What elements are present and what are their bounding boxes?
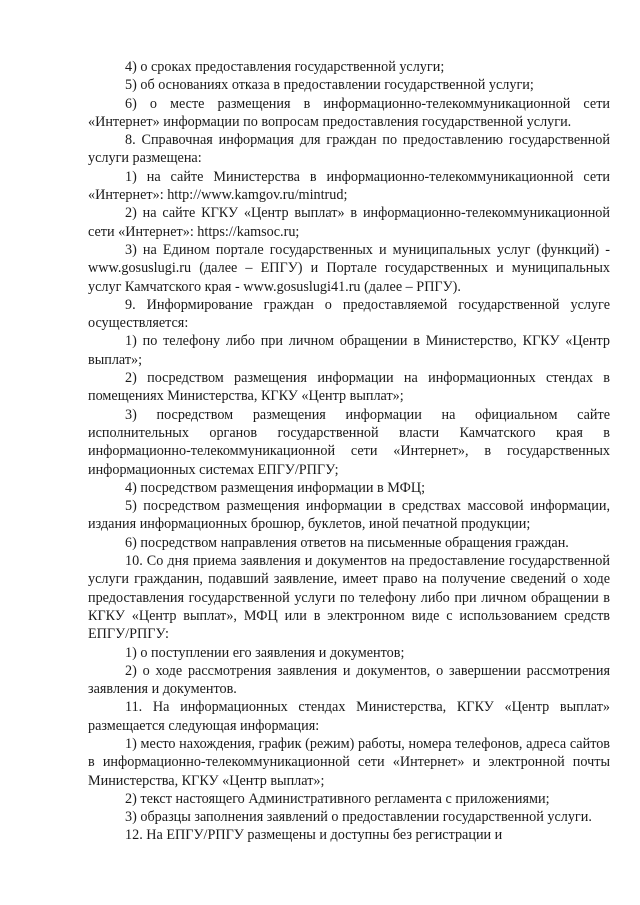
section-11-item-2: 2) текст настоящего Административного регламента с приложениями; (125, 790, 550, 807)
paragraph-list-item-6: 6) о месте размещения в информационно-телекоммуникационной сети «Интернет» информации по вопросам предоставления государственной услуги. (88, 95, 610, 130)
paragraph-list-item-4: 4) о сроках предоставления государственной услуги; (125, 59, 445, 75)
paragraph-list-item-5: 5) об основаниях отказа в предоставлении государственной услуги; (125, 77, 534, 94)
section-8-item-1: 1) на сайте Министерства в информационно-телекоммуникационной сети «Интернет»: http://www.kamgov.ru/mintrud; (88, 168, 610, 204)
section-8-heading: 8. Справочная информация для граждан по предоставлению государственной услуги размещена: (88, 132, 610, 167)
section-9-item-2: 2) посредством размещения информации на информационных стендах в помещениях Министерства, КГКУ «Центр выплат»; (88, 370, 610, 405)
section-9-item-5: 5) посредством размещения информации в средствах массовой информации, издания информационных брошюр, буклетов, иной печатной продукции; (88, 498, 610, 533)
section-12-heading: 12. На ЕПГУ/РПГУ размещены и доступны без регистрации и (125, 827, 503, 844)
section-10-item-2: 2) о ходе рассмотрения заявления и документов, о завершении рассмотрения заявления и документов. (88, 662, 610, 698)
section-11-item-1: 1) место нахождения, график (режим) работы, номера телефонов, адреса сайтов в информационно-телекоммуникационной сети «Интернет» и электронной почты Министерства, КГКУ «Центр выплат»; (88, 735, 610, 789)
section-9-item-4: 4) посредством размещения информации в МФЦ; (125, 479, 426, 496)
section-11-item-3: 3) образцы заполнения заявлений о предоставлении государственной услуги. (125, 809, 592, 826)
section-11-heading: 11. На информационных стендах Министерства, КГКУ «Центр выплат» размещается следующая информация: (88, 699, 610, 734)
section-9-item-1: 1) по телефону либо при личном обращении в Министерство, КГКУ «Центр выплат»; (88, 333, 610, 368)
section-9-item-6: 6) посредством направления ответов на письменные обращения граждан. (125, 534, 569, 551)
section-8-item-2: 2) на сайте КГКУ «Центр выплат» в информационно-телекоммуникационной сети «Интернет»: https://kamsoc.ru; (88, 205, 610, 240)
section-9-heading: 9. Информирование граждан о предоставляемой государственной услуге осуществляется: (88, 296, 610, 332)
section-8-item-3: 3) на Едином портале государственных и муниципальных услуг (функций) - www.gosuslugi.ru (далее – ЕПГУ) и Портале государственных и муниципальных услуг Камчатского края - www.gosuslugi41.ru (далее – РПГУ). (88, 241, 610, 295)
section-10-item-1: 1) о поступлении его заявления и документов; (125, 644, 405, 661)
section-10-heading: 10. Со дня приема заявления и документов на предоставление государственной услуги гражданин, подавший заявление, имеет право на получение сведений о ходе предоставления государственной услуги по телефону либо при личном обращении в КГКУ «Центр выплат», МФЦ или в электронном виде с использованием средств ЕПГУ/РПГУ: (88, 553, 610, 643)
section-9-item-3: 3) посредством размещения информации на официальном сайте исполнительных органов государственной власти Камчатского края в информационно-телекоммуникационной сети «Интернет», в государственных информационных системах ЕПГУ/РПГУ; (88, 406, 610, 478)
